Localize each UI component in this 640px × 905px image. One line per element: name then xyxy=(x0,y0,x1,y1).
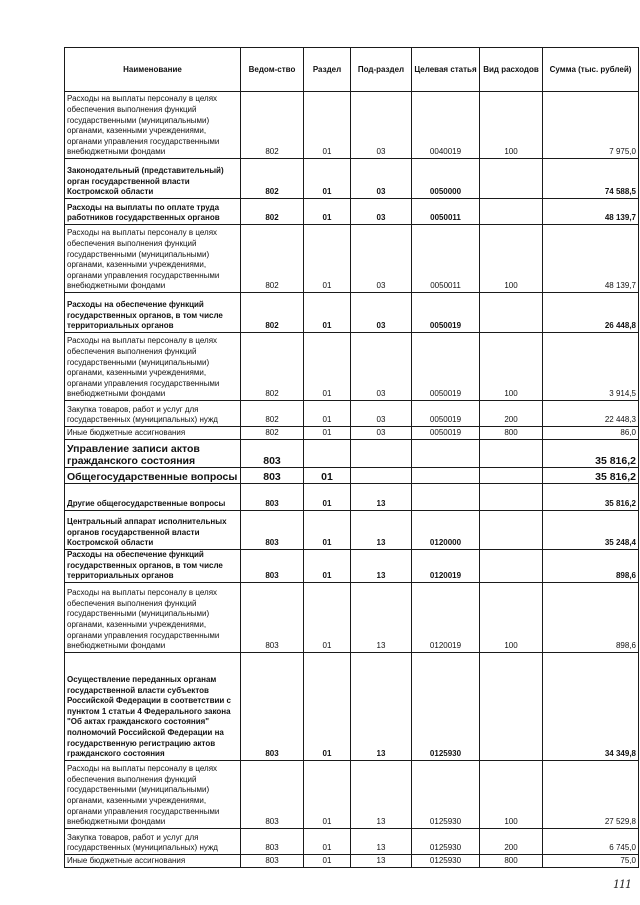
row-sum: 898,6 xyxy=(543,550,639,583)
row-subsection: 13 xyxy=(351,652,412,760)
row-type xyxy=(480,159,543,199)
row-subsection: 03 xyxy=(351,427,412,440)
row-subsection: 13 xyxy=(351,828,412,854)
row-target: 0050011 xyxy=(412,225,480,293)
row-sum: 7 975,0 xyxy=(543,92,639,159)
header-name: Наименование xyxy=(65,48,241,92)
row-subsection: 13 xyxy=(351,760,412,828)
table-row xyxy=(65,652,639,760)
row-dept: 803 xyxy=(241,828,304,854)
row-dept: 802 xyxy=(241,333,304,401)
row-name: Законодательный (представительный) орган государственной власти Костромской области xyxy=(65,159,241,199)
row-name: Управление записи актов гражданского состояния xyxy=(65,440,241,468)
row-sum: 22 448,3 xyxy=(543,401,639,427)
row-sum: 35 816,2 xyxy=(543,468,639,484)
row-type: 200 xyxy=(480,401,543,427)
row-type: 100 xyxy=(480,760,543,828)
row-dept: 802 xyxy=(241,159,304,199)
row-type xyxy=(480,550,543,583)
row-section: 01 xyxy=(304,760,351,828)
row-target: 0050019 xyxy=(412,293,480,333)
table-row xyxy=(65,225,639,293)
row-sum: 27 529,8 xyxy=(543,760,639,828)
row-sum: 48 139,7 xyxy=(543,225,639,293)
row-section: 01 xyxy=(304,484,351,511)
row-name: Расходы на выплаты персоналу в целях обеспечения выполнения функций государственными (муниципальными) органами, казенными учреждениями, органами управления государственными внебюджетными фондами xyxy=(65,760,241,828)
row-subsection xyxy=(351,440,412,468)
row-subsection: 13 xyxy=(351,511,412,550)
row-subsection: 13 xyxy=(351,484,412,511)
row-subsection: 03 xyxy=(351,293,412,333)
table-row xyxy=(65,293,639,333)
table-row xyxy=(65,760,639,828)
row-subsection: 03 xyxy=(351,401,412,427)
row-type xyxy=(480,440,543,468)
row-dept: 803 xyxy=(241,854,304,867)
row-target: 0050011 xyxy=(412,199,480,225)
header-dept: Ведом-ство xyxy=(241,48,304,92)
row-name: Расходы на выплаты по оплате труда работников государственных органов xyxy=(65,199,241,225)
table-row xyxy=(65,854,639,867)
row-section: 01 xyxy=(304,582,351,652)
row-type xyxy=(480,484,543,511)
header-subsection: Под-раздел xyxy=(351,48,412,92)
row-subsection: 03 xyxy=(351,333,412,401)
row-section: 01 xyxy=(304,293,351,333)
row-type xyxy=(480,652,543,760)
row-target: 0125930 xyxy=(412,828,480,854)
row-name: Центральный аппарат исполнительных органов государственной власти Костромской области xyxy=(65,511,241,550)
row-section: 01 xyxy=(304,652,351,760)
row-dept: 802 xyxy=(241,92,304,159)
row-target: 0050019 xyxy=(412,427,480,440)
row-name: Общегосударственные вопросы xyxy=(65,468,241,484)
row-sum: 86,0 xyxy=(543,427,639,440)
row-subsection: 13 xyxy=(351,582,412,652)
row-subsection: 03 xyxy=(351,159,412,199)
row-dept: 803 xyxy=(241,511,304,550)
row-dept: 802 xyxy=(241,401,304,427)
row-dept: 803 xyxy=(241,652,304,760)
row-dept: 803 xyxy=(241,440,304,468)
row-target: 0125930 xyxy=(412,652,480,760)
row-section: 01 xyxy=(304,401,351,427)
row-section: 01 xyxy=(304,854,351,867)
table-row xyxy=(65,468,639,484)
row-subsection: 03 xyxy=(351,92,412,159)
row-name: Иные бюджетные ассигнования xyxy=(65,854,241,867)
row-dept: 802 xyxy=(241,199,304,225)
row-dept: 802 xyxy=(241,225,304,293)
row-type: 100 xyxy=(480,225,543,293)
row-section: 01 xyxy=(304,92,351,159)
row-subsection: 03 xyxy=(351,199,412,225)
row-name: Расходы на выплаты персоналу в целях обеспечения выполнения функций государственными (муниципальными) органами, казенными учреждениями, органами управления государственными внебюджетными фондами xyxy=(65,92,241,159)
row-subsection: 13 xyxy=(351,854,412,867)
row-dept: 803 xyxy=(241,484,304,511)
row-name: Закупка товаров, работ и услуг для государственных (муниципальных) нужд xyxy=(65,401,241,427)
row-name: Расходы на обеспечение функций государственных органов, в том числе территориальных органов xyxy=(65,293,241,333)
row-name: Расходы на выплаты персоналу в целях обеспечения выполнения функций государственными (муниципальными) органами, казенными учреждениями, органами управления государственными внебюджетными фондами xyxy=(65,582,241,652)
row-sum: 26 448,8 xyxy=(543,293,639,333)
row-target: 0120019 xyxy=(412,582,480,652)
row-dept: 803 xyxy=(241,550,304,583)
row-name: Расходы на выплаты персоналу в целях обеспечения выполнения функций государственными (муниципальными) органами, казенными учреждениями, органами управления государственными внебюджетными фондами xyxy=(65,225,241,293)
header-target: Целевая статья xyxy=(412,48,480,92)
table-row xyxy=(65,427,639,440)
table-row xyxy=(65,550,639,583)
table-row xyxy=(65,582,639,652)
row-sum: 898,6 xyxy=(543,582,639,652)
table-row xyxy=(65,484,639,511)
row-dept: 803 xyxy=(241,760,304,828)
row-type: 100 xyxy=(480,92,543,159)
row-section: 01 xyxy=(304,550,351,583)
row-sum: 35 816,2 xyxy=(543,440,639,468)
row-target: 0040019 xyxy=(412,92,480,159)
page-number-handwritten: 111 xyxy=(613,878,631,891)
row-type: 800 xyxy=(480,427,543,440)
row-sum: 35 816,2 xyxy=(543,484,639,511)
row-target: 0125930 xyxy=(412,760,480,828)
header-sum: Сумма (тыс. рублей) xyxy=(543,48,639,92)
row-target xyxy=(412,440,480,468)
table-row xyxy=(65,511,639,550)
row-dept: 803 xyxy=(241,582,304,652)
row-type xyxy=(480,293,543,333)
row-section: 01 xyxy=(304,828,351,854)
row-type: 800 xyxy=(480,854,543,867)
row-dept: 802 xyxy=(241,293,304,333)
row-section: 01 xyxy=(304,511,351,550)
table-row xyxy=(65,401,639,427)
row-type: 200 xyxy=(480,828,543,854)
row-sum: 48 139,7 xyxy=(543,199,639,225)
header-row xyxy=(65,48,639,92)
header-type: Вид расходов xyxy=(480,48,543,92)
row-sum: 6 745,0 xyxy=(543,828,639,854)
row-name: Расходы на выплаты персоналу в целях обеспечения выполнения функций государственными (муниципальными) органами, казенными учреждениями, органами управления государственными внебюджетными фондами xyxy=(65,333,241,401)
table-row xyxy=(65,828,639,854)
row-type xyxy=(480,199,543,225)
row-sum: 74 588,5 xyxy=(543,159,639,199)
header-section: Раздел xyxy=(304,48,351,92)
row-dept: 802 xyxy=(241,427,304,440)
row-target: 0050019 xyxy=(412,333,480,401)
row-section: 01 xyxy=(304,333,351,401)
row-type xyxy=(480,511,543,550)
row-name: Другие общегосударственные вопросы xyxy=(65,484,241,511)
table-row xyxy=(65,159,639,199)
row-target: 0050019 xyxy=(412,401,480,427)
row-section: 01 xyxy=(304,159,351,199)
table-row xyxy=(65,440,639,468)
row-type: 100 xyxy=(480,333,543,401)
row-sum: 35 248,4 xyxy=(543,511,639,550)
row-subsection: 03 xyxy=(351,225,412,293)
row-type xyxy=(480,468,543,484)
row-target: 0120000 xyxy=(412,511,480,550)
row-sum: 75,0 xyxy=(543,854,639,867)
row-target: 0120019 xyxy=(412,550,480,583)
row-section: 01 xyxy=(304,199,351,225)
row-section xyxy=(304,440,351,468)
row-name: Иные бюджетные ассигнования xyxy=(65,427,241,440)
row-name: Осуществление переданных органам государственной власти субъектов Российской Федерации в соответствии с пунктом 1 статьи 4 Федерального закона "Об актах гражданского состояния" полномочий Российской Федерации на государственную регистрацию актов гражданского состояния xyxy=(65,652,241,760)
table-row xyxy=(65,199,639,225)
row-subsection xyxy=(351,468,412,484)
row-sum: 3 914,5 xyxy=(543,333,639,401)
row-type: 100 xyxy=(480,582,543,652)
row-target: 0125930 xyxy=(412,854,480,867)
table-row xyxy=(65,333,639,401)
budget-table xyxy=(64,47,639,868)
row-target xyxy=(412,484,480,511)
row-subsection: 13 xyxy=(351,550,412,583)
row-target xyxy=(412,468,480,484)
row-section: 01 xyxy=(304,225,351,293)
table-body xyxy=(65,92,639,868)
row-dept: 803 xyxy=(241,468,304,484)
row-section: 01 xyxy=(304,427,351,440)
document-page xyxy=(64,47,638,868)
row-name: Расходы на обеспечение функций государственных органов, в том числе территориальных органов xyxy=(65,550,241,583)
row-section: 01 xyxy=(304,468,351,484)
row-sum: 34 349,8 xyxy=(543,652,639,760)
table-row xyxy=(65,92,639,159)
row-name: Закупка товаров, работ и услуг для государственных (муниципальных) нужд xyxy=(65,828,241,854)
row-target: 0050000 xyxy=(412,159,480,199)
